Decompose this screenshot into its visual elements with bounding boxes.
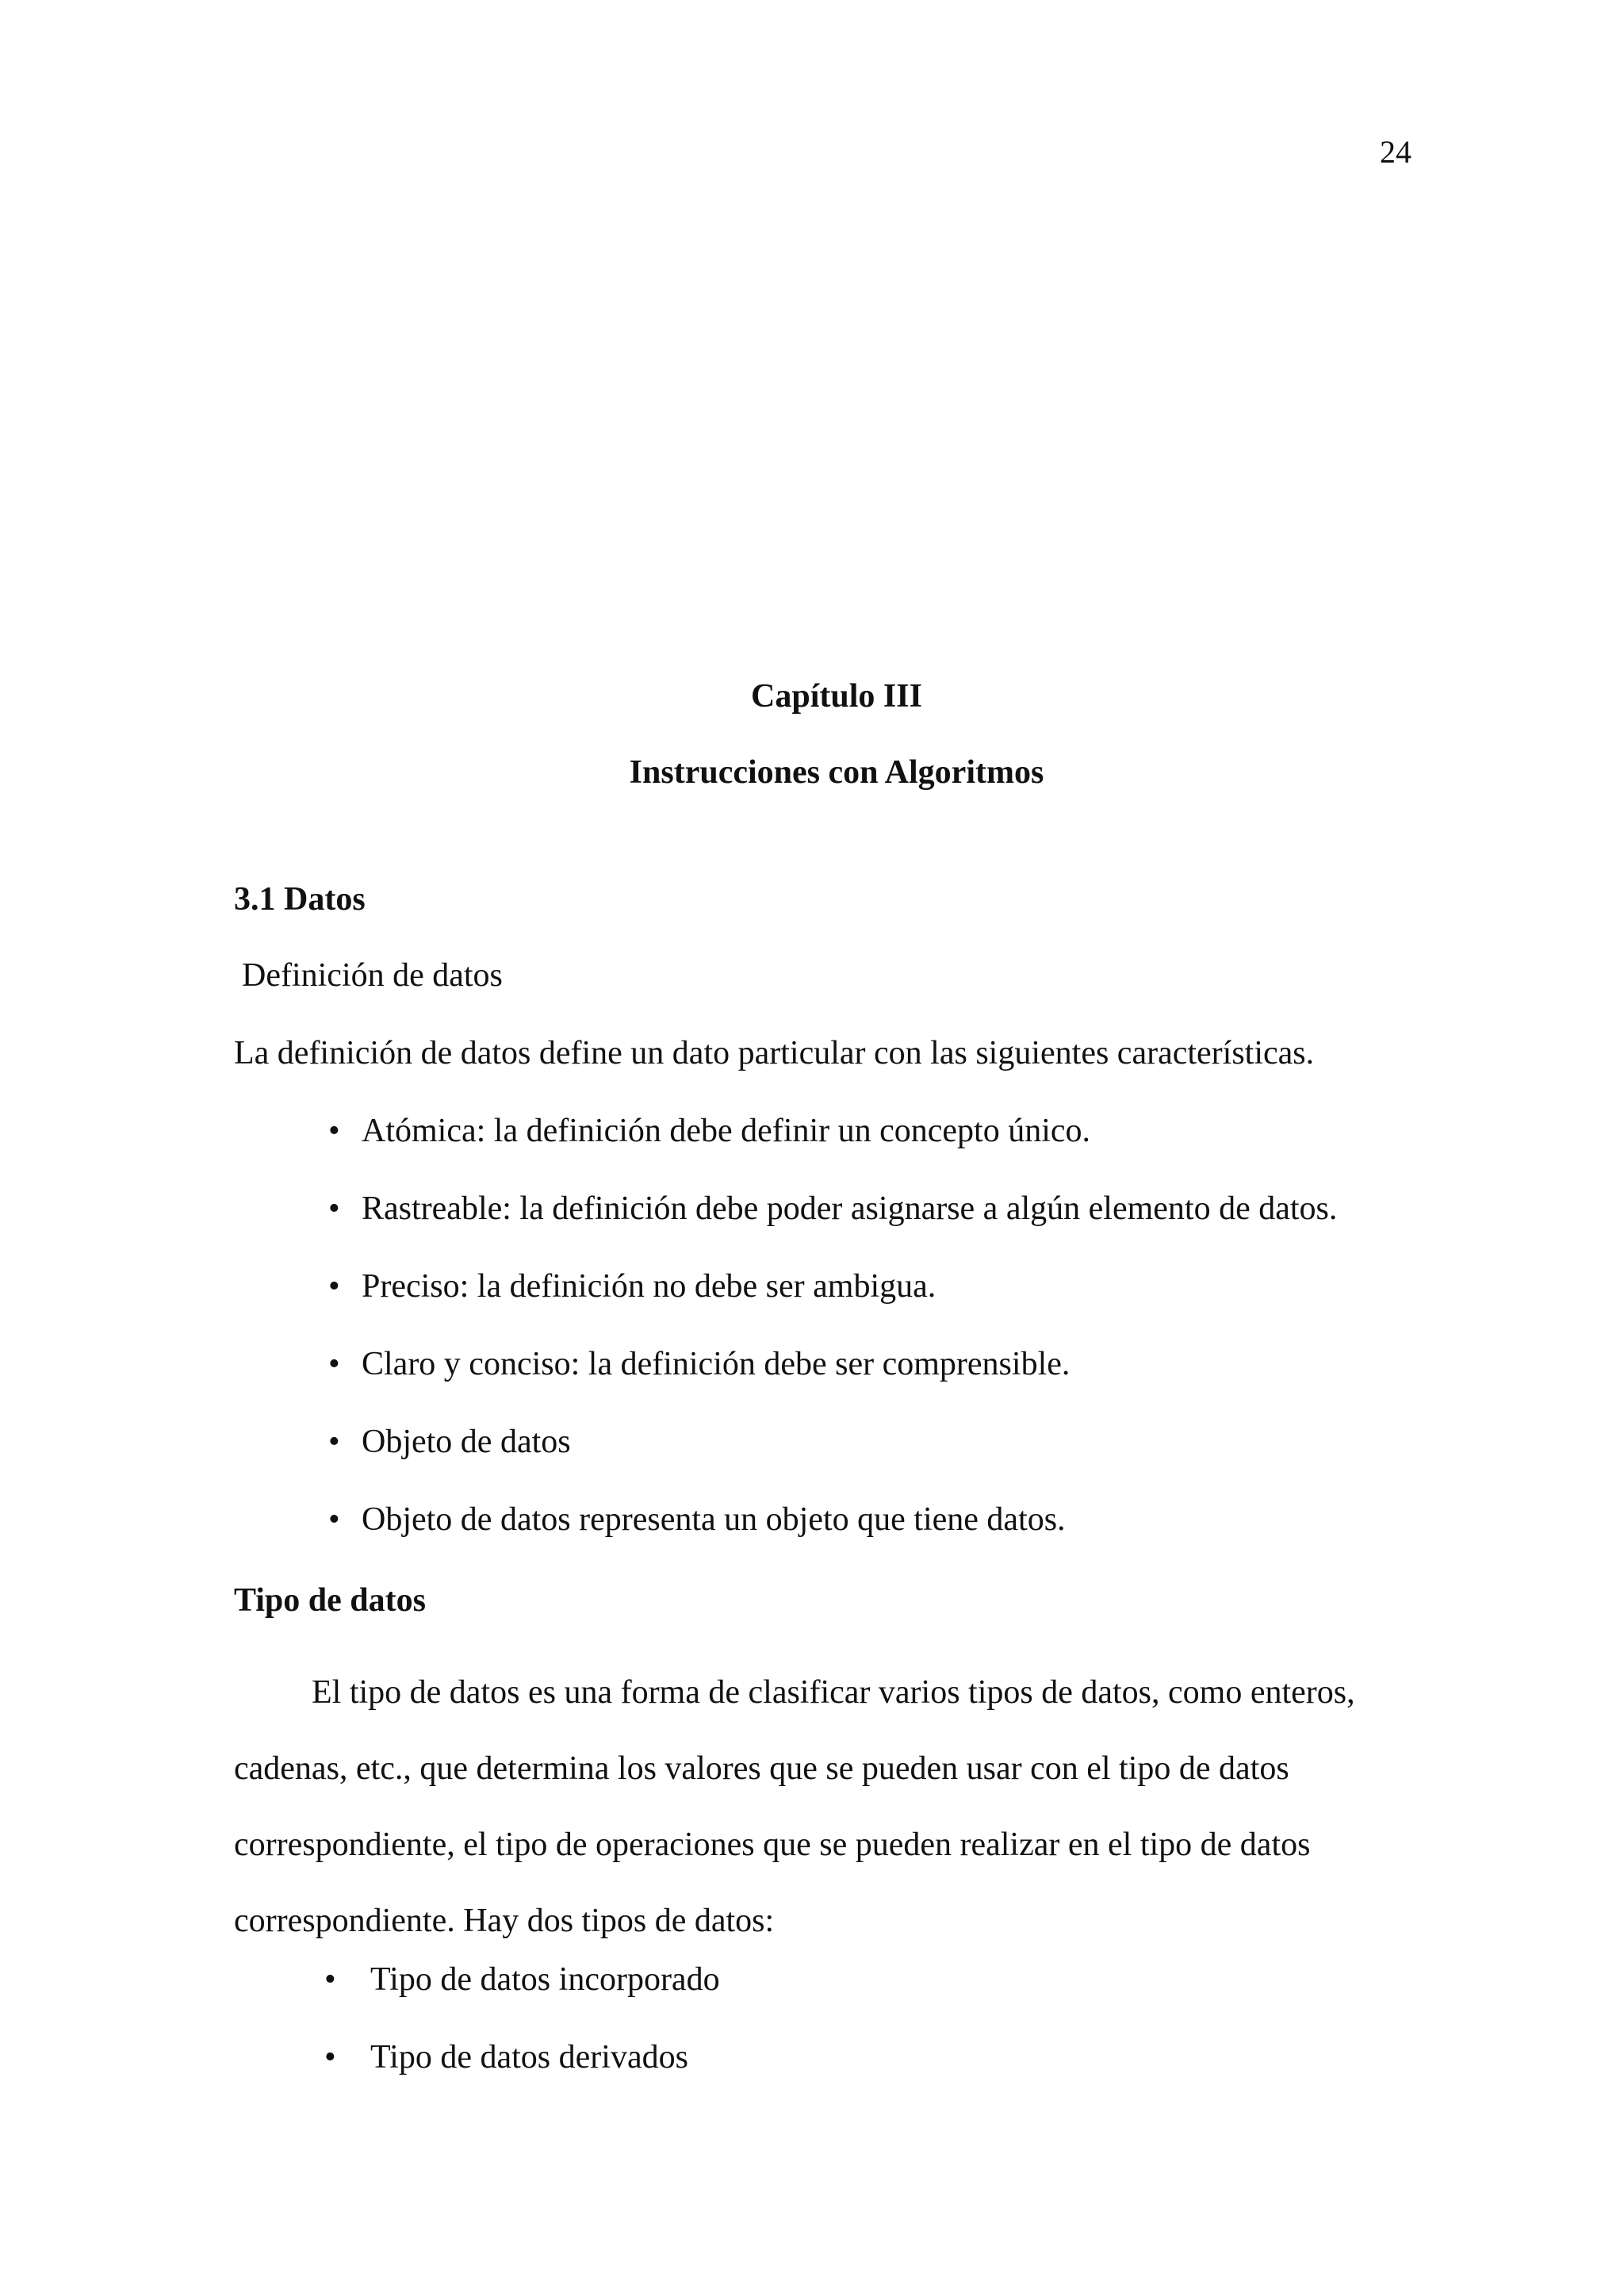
- list-item: [325, 1343, 1337, 1421]
- list-item: [325, 1266, 1337, 1343]
- bullet-icon: •: [324, 2039, 336, 2076]
- bullet-icon: •: [324, 1961, 336, 1998]
- tipo-de-datos-heading: Tipo de datos: [234, 1582, 426, 1619]
- list-item: [325, 1421, 1337, 1499]
- chapter-title: Capítulo III: [751, 678, 922, 715]
- paragraph-line: correspondiente, el tipo de operaciones que se pueden realizar en el tipo de datos: [234, 1826, 1311, 1863]
- list-item: [321, 1959, 720, 2037]
- paragraph-line: cadenas, etc., que determina los valores que se pueden usar con el tipo de datos: [234, 1750, 1289, 1787]
- subsection-label: Definición de datos: [242, 957, 503, 994]
- bullet-icon: •: [328, 1113, 340, 1149]
- list-item: [325, 1188, 1337, 1266]
- list-item: [325, 1110, 1337, 1188]
- list-item: [325, 1499, 1337, 1577]
- list-item-text: Tipo de datos derivados: [370, 2039, 688, 2076]
- bullet-icon: •: [328, 1190, 340, 1227]
- paragraph-line: correspondiente. Hay dos tipos de datos:: [234, 1903, 775, 1939]
- list-item-text: Preciso: la definición no debe ser ambigua.: [362, 1268, 936, 1305]
- tipo-de-datos-paragraph: [234, 1654, 1392, 1959]
- list-item-text: Rastreable: la definición debe poder asignarse a algún elemento de datos.: [362, 1190, 1338, 1227]
- bullet-icon: •: [328, 1268, 340, 1305]
- list-item-text: Tipo de datos incorporado: [370, 1961, 720, 1998]
- list-item: [321, 2037, 720, 2114]
- list-item-text: Atómica: la definición debe definir un concepto único.: [362, 1113, 1091, 1149]
- list-item-text: Objeto de datos representa un objeto que tiene datos.: [362, 1501, 1066, 1538]
- characteristics-list: [325, 1110, 1337, 1577]
- paragraph-line: El tipo de datos es una forma de clasificar varios tipos de datos, como enteros,: [312, 1674, 1355, 1711]
- section-title: 3.1 Datos: [234, 881, 366, 918]
- data-types-list: [321, 1959, 720, 2114]
- intro-paragraph: La definición de datos define un dato particular con las siguientes características.: [234, 1035, 1315, 1071]
- page-number: 24: [1380, 134, 1411, 170]
- list-item-text: Objeto de datos: [362, 1424, 571, 1460]
- chapter-subtitle: Instrucciones con Algoritmos: [629, 754, 1044, 791]
- list-item-text: Claro y conciso: la definición debe ser comprensible.: [362, 1346, 1071, 1382]
- bullet-icon: •: [328, 1346, 340, 1382]
- bullet-icon: •: [328, 1501, 340, 1538]
- bullet-icon: •: [328, 1424, 340, 1460]
